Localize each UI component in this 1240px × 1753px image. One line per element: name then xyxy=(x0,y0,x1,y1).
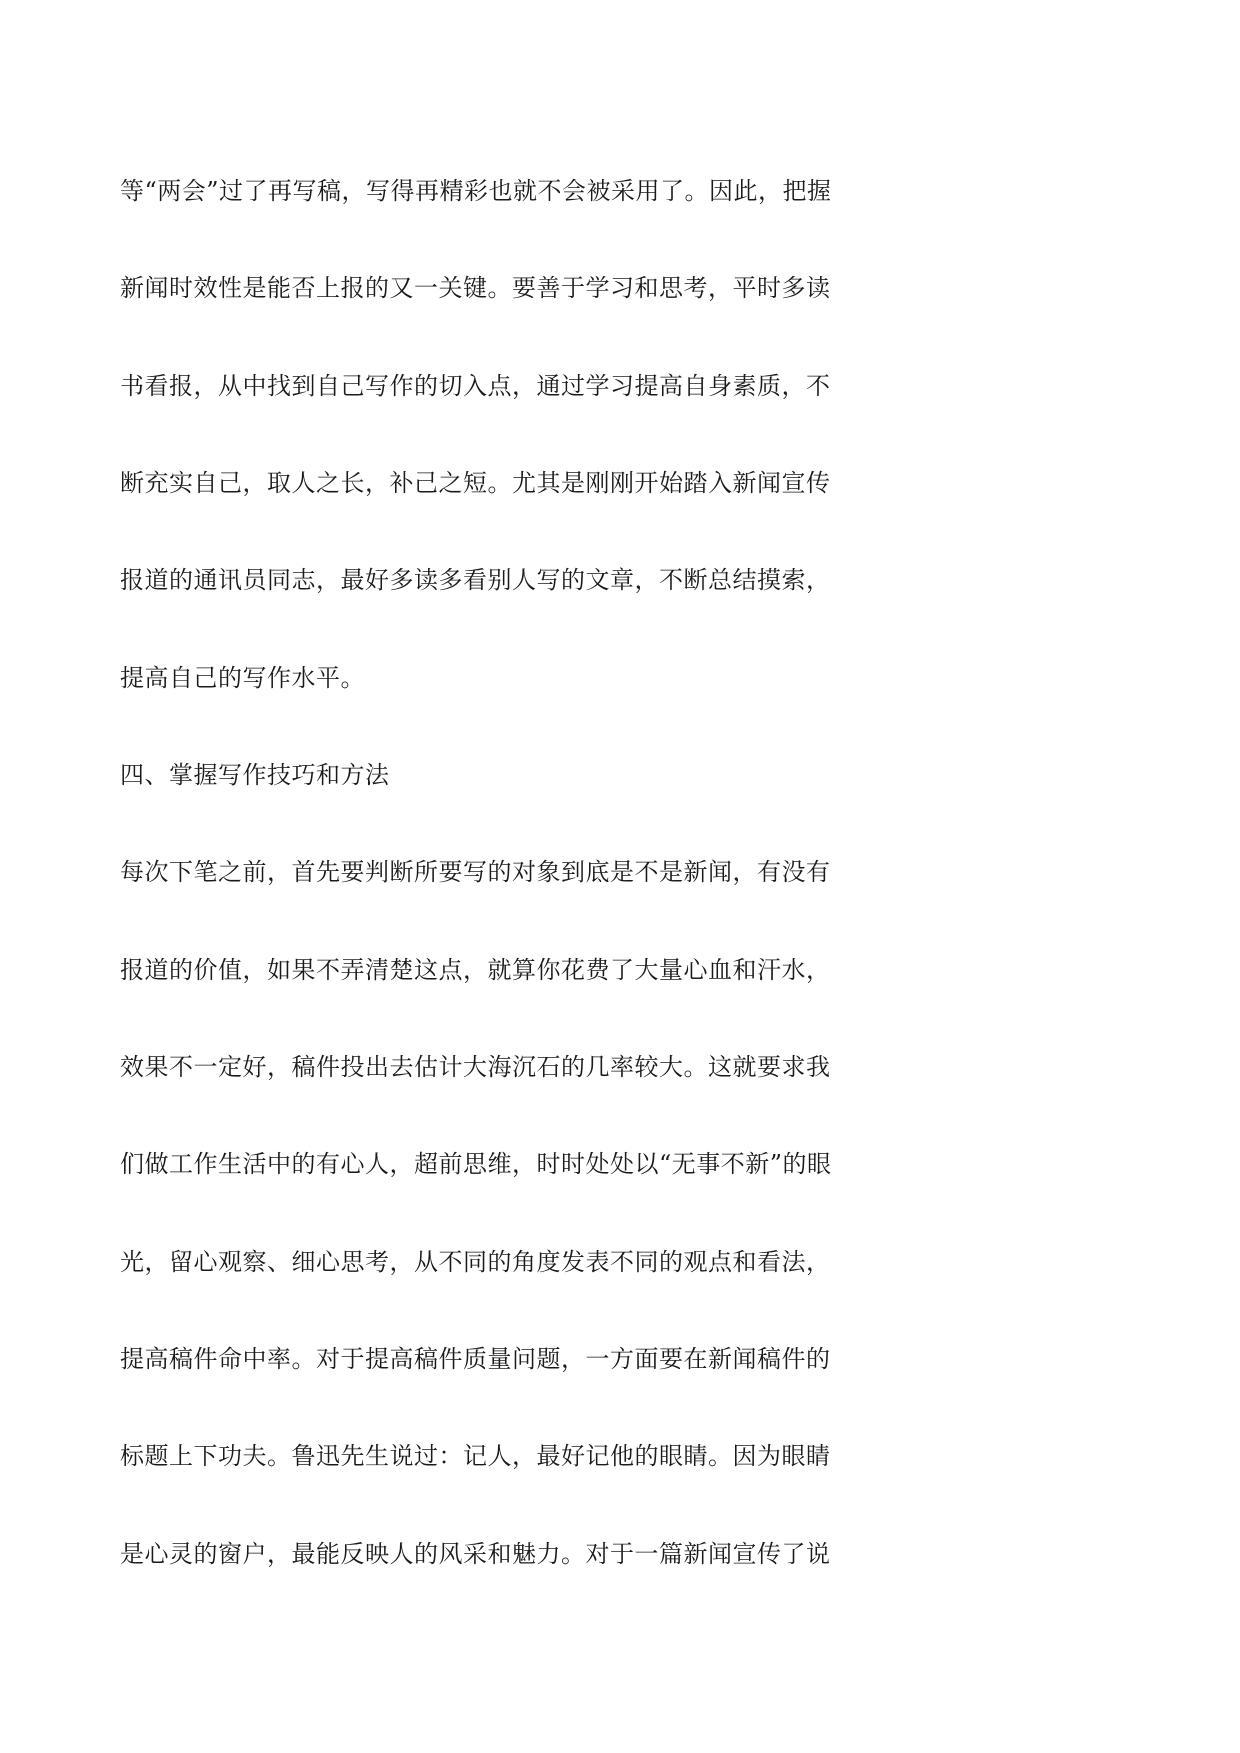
text-line: 提高稿件命中率。对于提高稿件质量问题，一方面要在新闻稿件的 xyxy=(120,1345,831,1373)
text-line: 效果不一定好，稿件投出去估计大海沉石的几率较大。这就要求我 xyxy=(120,1053,831,1081)
text-line: 标题上下功夫。鲁迅先生说过：记人，最好记他的眼睛。因为眼睛 xyxy=(120,1442,831,1470)
text-line: 新闻时效性是能否上报的又一关键。要善于学习和思考，平时多读 xyxy=(120,274,831,302)
text-line: 提高自己的写作水平。 xyxy=(120,664,365,692)
section-heading: 四、掌握写作技巧和方法 xyxy=(120,761,390,789)
text-line: 每次下笔之前，首先要判断所要写的对象到底是不是新闻，有没有 xyxy=(120,858,831,886)
text-line: 等“两会”过了再写稿，写得再精彩也就不会被采用了。因此，把握 xyxy=(120,177,832,205)
text-line: 报道的价值，如果不弄清楚这点，就算你花费了大量心血和汗水， xyxy=(120,956,831,984)
text-line: 书看报，从中找到自己写作的切入点，通过学习提高自身素质，不 xyxy=(120,372,831,400)
text-line: 们做工作生活中的有心人，超前思维，时时处处以“无事不新”的眼 xyxy=(120,1150,832,1178)
text-line: 报道的通讯员同志，最好多读多看别人写的文章，不断总结摸索， xyxy=(120,566,831,594)
text-line: 是心灵的窗户，最能反映人的风采和魅力。对于一篇新闻宣传了说 xyxy=(120,1540,831,1568)
text-line: 断充实自己，取人之长，补己之短。尤其是刚刚开始踏入新闻宣传 xyxy=(120,469,831,497)
text-line: 光，留心观察、细心思考，从不同的角度发表不同的观点和看法， xyxy=(120,1248,831,1276)
